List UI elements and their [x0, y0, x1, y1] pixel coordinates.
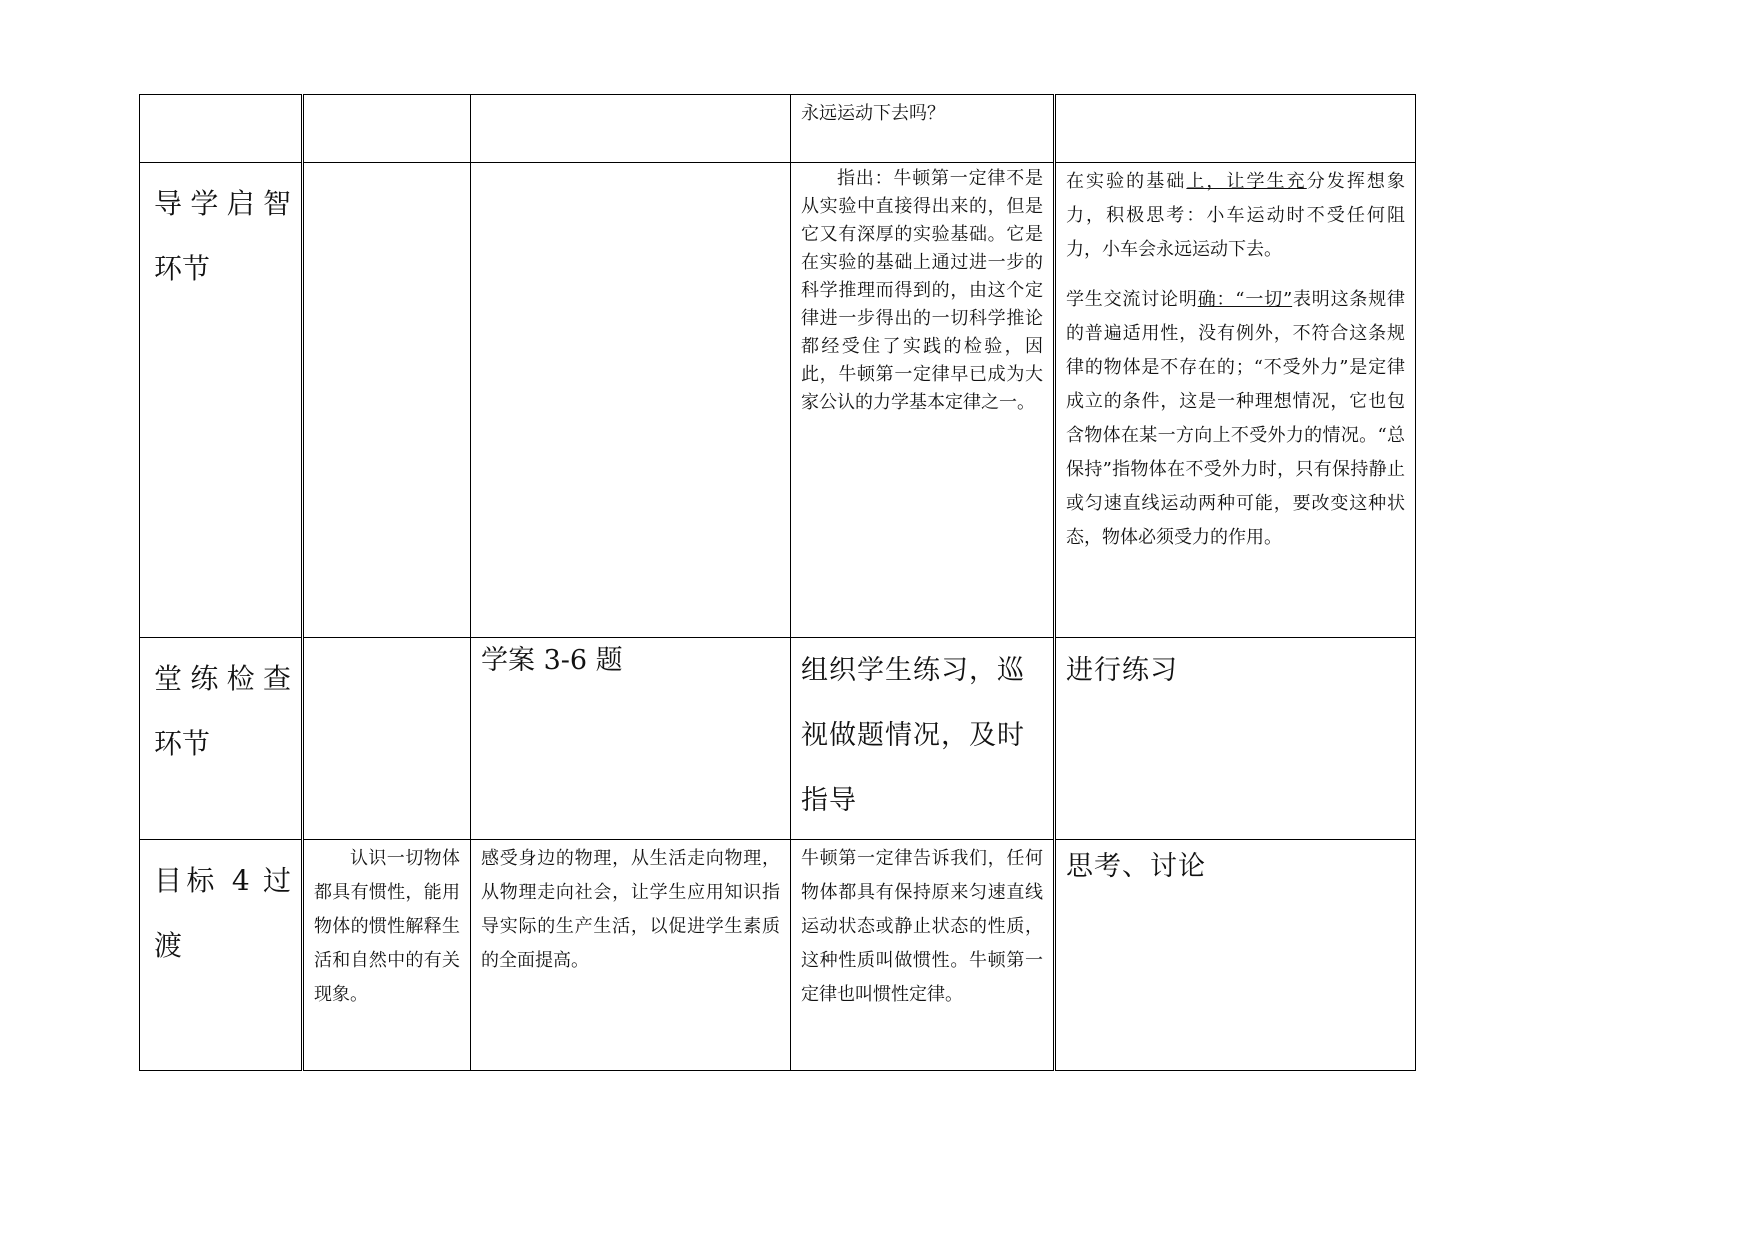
stage-label: 堂练检查环节: [154, 662, 291, 760]
teacher-activity-cell: [791, 163, 1055, 638]
student-activity-cell: [1055, 638, 1416, 840]
stage-cell: [140, 95, 303, 163]
stage-cell: [140, 638, 303, 840]
student-text-2: 学生交流讨论明确：“一切”表明这条规律的普遍适用性，没有例外，不符合这条规律的物体是不存在的；“不受外力”是定律成立的条件，这是一种理想情况，它也包含物体在某一方向上不受外力的情况。“总保持”指物体在不受外力时，只有保持静止或匀速直线运动两种可能，要改变这种状态，物体必须受力的作用。: [1066, 289, 1406, 548]
design-text: 学案 3-6 题: [481, 645, 623, 676]
stage-label: 目标 4 过渡: [154, 864, 291, 962]
lesson-plan-table: [139, 94, 1416, 1071]
objective-cell: [303, 638, 471, 840]
stage-cell: [140, 163, 303, 638]
teacher-text: 永远运动下去吗？: [801, 103, 945, 124]
student-text-1: 在实验的基础上，让学生充分发挥想象力，积极思考：小车运动时不受任何阻力，小车会永远运动下去。: [1066, 171, 1405, 260]
design-cell: [471, 840, 791, 1071]
objective-cell: [303, 95, 471, 163]
student-activity-cell: [1055, 163, 1416, 638]
objective-cell: [303, 163, 471, 638]
teacher-activity-cell: [791, 840, 1055, 1071]
stage-cell: [140, 840, 303, 1071]
student-text: 思考、讨论: [1066, 851, 1206, 882]
teacher-text: 指出：牛顿第一定律不是从实验中直接得出来的，但是它又有深厚的实验基础。它是在实验的基础上通过进一步的科学推理而得到的，由这个定律进一步得出的一切科学推论都经受住了实践的检验，因此，牛顿第一定律早已成为大家公认的力学基本定律之一。: [801, 168, 1043, 413]
design-cell: [471, 95, 791, 163]
table-row: [140, 638, 1416, 840]
table-row: [140, 163, 1416, 638]
teacher-activity-cell: [791, 95, 1055, 163]
teacher-text: 牛顿第一定律告诉我们，任何物体都具有保持原来匀速直线运动状态或静止状态的性质，这种性质叫做惯性。牛顿第一定律也叫惯性定律。: [801, 848, 1043, 1005]
stage-label: 导学启智环节: [154, 187, 291, 285]
objective-text: 认识一切物体都具有惯性，能用物体的惯性解释生活和自然中的有关现象。: [314, 848, 460, 1005]
table-row: [140, 840, 1416, 1071]
teacher-text: 组织学生练习，巡视做题情况，及时指导: [801, 655, 1025, 816]
student-activity-cell: [1055, 840, 1416, 1071]
table-row: [140, 95, 1416, 163]
teacher-activity-cell: [791, 638, 1055, 840]
student-text: 进行练习: [1066, 655, 1178, 686]
objective-cell: [303, 840, 471, 1071]
design-text: 感受身边的物理，从生活走向物理，从物理走向社会，让学生应用知识指导实际的生产生活，以促进学生素质的全面提高。: [481, 848, 780, 971]
design-cell: [471, 163, 791, 638]
design-cell: [471, 638, 791, 840]
student-activity-cell: [1055, 95, 1416, 163]
